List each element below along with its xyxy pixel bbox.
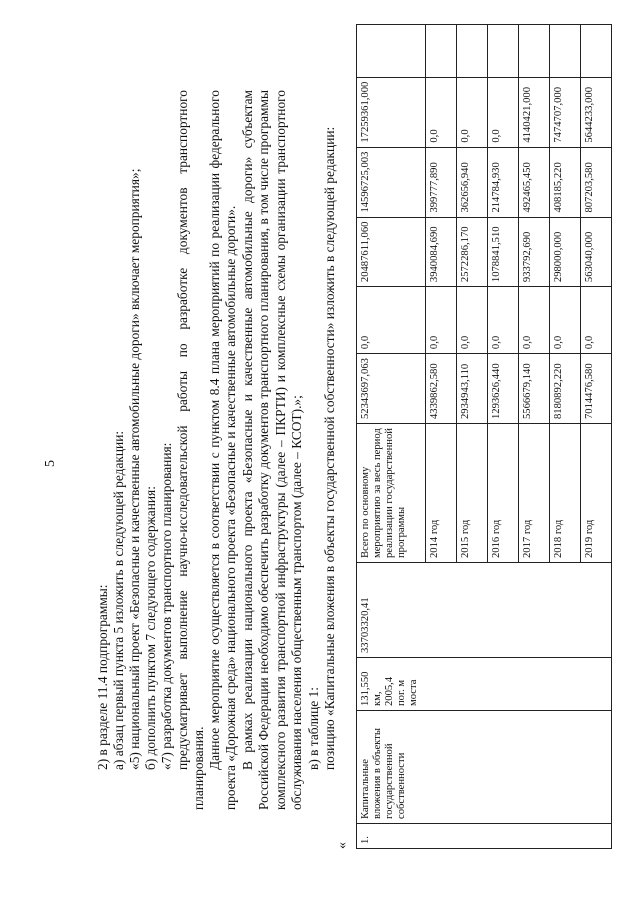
table-cell: 0,0 — [426, 77, 457, 147]
period-label: 2017 год — [519, 424, 550, 563]
table-cell: 14596725,003 — [357, 147, 426, 217]
empty-cell — [457, 24, 488, 77]
table-cell: 7014476,580 — [581, 354, 612, 424]
table-cell: 933792,690 — [519, 217, 550, 287]
table-cell: 2572286,170 — [457, 217, 488, 287]
table-cell: 408185,220 — [550, 147, 581, 217]
table-cell: 807203,580 — [581, 147, 612, 217]
table-cell: 0,0 — [426, 287, 457, 354]
table-cell: 1078841,510 — [488, 217, 519, 287]
empty-cell — [357, 24, 426, 77]
period-label: 2014 год — [426, 424, 457, 563]
table-cell: 7474707,000 — [550, 77, 581, 147]
empty-cell — [581, 24, 612, 77]
paragraph: предусматривает выполнение научно-исследовательской работы по разработке документов транспортного планирования. — [175, 90, 207, 810]
capital-investment-table — [356, 24, 612, 849]
table-cell: 52343697,063 — [357, 354, 426, 424]
empty-cell — [519, 24, 550, 77]
table-cell: 0,0 — [457, 287, 488, 354]
table-row — [357, 24, 426, 848]
item-name: Капитальные вложения в объекты государственной собственности — [357, 711, 612, 824]
text-line: 2) в разделе 11.4 подпрограммы: — [95, 584, 110, 770]
table-cell: 362656,940 — [457, 147, 488, 217]
table-cell: 8180892,220 — [550, 354, 581, 424]
text-line: «5) национальный проект «Безопасные и качественные автомобильные дороги» включает мероприятия»; — [127, 168, 142, 770]
item-length: 131,550 км, 2005,4 пог. м моста — [357, 658, 612, 711]
table-cell: 492465,450 — [519, 147, 550, 217]
empty-cell — [550, 24, 581, 77]
table-cell: 0,0 — [519, 287, 550, 354]
table-cell: 563040,000 — [581, 217, 612, 287]
table-cell: 3940084,690 — [426, 217, 457, 287]
row-number: 1. — [357, 824, 612, 849]
item-value: 33703320,41 — [357, 563, 612, 658]
text-line: а) абзац первый пункта 5 изложить в следующей редакции: — [111, 430, 126, 770]
table-cell: 17259361,000 — [357, 77, 426, 147]
empty-cell — [426, 24, 457, 77]
paragraph: В рамках реализации национального проекта «Безопасные и качественные автомобильные дороги» субъектам Российской Федерации необходимо обеспечить разработку документов транспортного планирования, в том числе программы комплексного развития транспортной инфраструктуры (далее – ПКРТИ) и комплексные схемы организации транспортного обслуживания населения общественным транспортом (далее – КСОТ).»; — [240, 90, 305, 810]
text-line: в) в таблице 1: — [306, 687, 321, 770]
quote-open: « — [335, 842, 350, 849]
table-cell: 399777,890 — [426, 147, 457, 217]
text-line: «7) разработка документов транспортного планирования: — [159, 442, 174, 770]
paragraph: Данное мероприятие осуществляется в соответствии с пунктом 8.4 плана мероприятий по реализации федерального проекта «Дорожная среда» национального проекта «Безопасные и качественные автомобильные дороги». — [207, 90, 239, 810]
page-number: 5 — [43, 460, 58, 467]
period-label: 2016 год — [488, 424, 519, 563]
period-label: Всего по основному мероприятию за весь период реализации государственной программы — [357, 424, 426, 563]
table-cell: 0,0 — [357, 287, 426, 354]
table-cell: 5566679,140 — [519, 354, 550, 424]
table-cell: 4140421,000 — [519, 77, 550, 147]
table-cell: 5644233,000 — [581, 77, 612, 147]
table-cell: 0,0 — [488, 77, 519, 147]
text-line: позицию «Капитальные вложения в объекты государственной собственности» изложить в следующей редакции: — [322, 126, 337, 770]
table-cell: 214784,930 — [488, 147, 519, 217]
table-cell: 298000,000 — [550, 217, 581, 287]
table-cell: 20487611,060 — [357, 217, 426, 287]
period-label: 2018 год — [550, 424, 581, 563]
period-label: 2019 год — [581, 424, 612, 563]
table-cell: 2934943,110 — [457, 354, 488, 424]
period-label: 2015 год — [457, 424, 488, 563]
table-cell: 0,0 — [550, 287, 581, 354]
text-line: б) дополнить пунктом 7 следующего содержания: — [143, 486, 158, 770]
table-cell: 4339862,580 — [426, 354, 457, 424]
table-cell: 0,0 — [457, 77, 488, 147]
table-cell: 0,0 — [581, 287, 612, 354]
table-cell: 0,0 — [488, 287, 519, 354]
table-cell: 1293626,440 — [488, 354, 519, 424]
empty-cell — [488, 24, 519, 77]
